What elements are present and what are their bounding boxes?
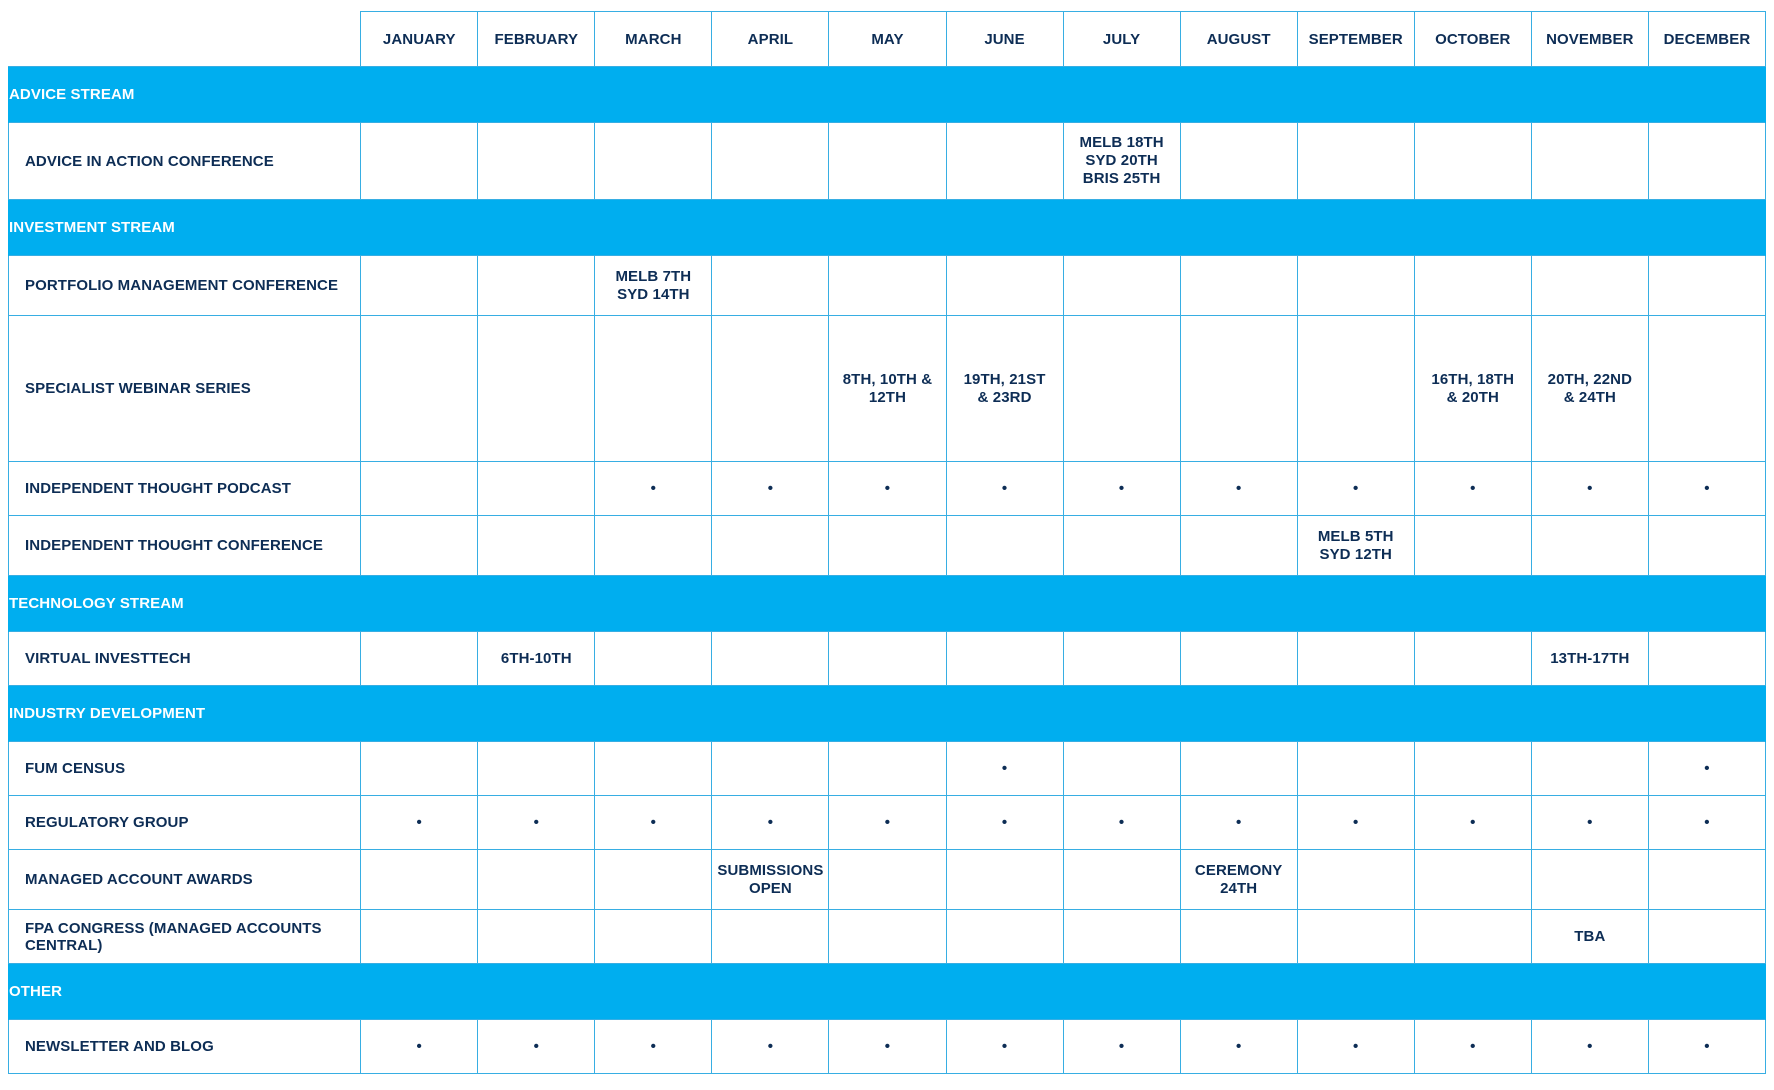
empty-cell (1414, 850, 1531, 910)
empty-cell (361, 256, 478, 316)
event-row (9, 632, 1766, 686)
empty-cell (1180, 632, 1297, 686)
empty-cell (1414, 632, 1531, 686)
event-dot-marker: • (946, 742, 1063, 796)
event-dot-marker: • (361, 796, 478, 850)
month-header: JULY (1063, 12, 1180, 67)
event-row (9, 796, 1766, 850)
month-header: OCTOBER (1414, 12, 1531, 67)
event-dot-marker: • (1297, 796, 1414, 850)
empty-cell (478, 910, 595, 964)
empty-cell (946, 256, 1063, 316)
event-dot-marker: • (1648, 1020, 1765, 1074)
event-dot-marker: • (595, 1020, 712, 1074)
event-dot-marker: • (1648, 796, 1765, 850)
empty-cell (712, 516, 829, 576)
event-dot-marker: • (946, 1020, 1063, 1074)
empty-cell (946, 632, 1063, 686)
event-label: VIRTUAL INVESTTECH (9, 632, 361, 686)
stream-title: ADVICE STREAM (9, 67, 1766, 123)
event-dot-marker: • (946, 796, 1063, 850)
empty-cell (1414, 742, 1531, 796)
stream-title: INVESTMENT STREAM (9, 200, 1766, 256)
stream-header-row (9, 964, 1766, 1020)
month-header: APRIL (712, 12, 829, 67)
event-dot-marker: • (1414, 796, 1531, 850)
stream-header-row (9, 686, 1766, 742)
event-row (9, 742, 1766, 796)
empty-cell (1414, 256, 1531, 316)
event-row (9, 123, 1766, 200)
event-dot-marker: • (1297, 462, 1414, 516)
empty-cell (1414, 910, 1531, 964)
empty-cell (829, 256, 946, 316)
empty-cell (478, 256, 595, 316)
event-date-cell: MELB 7TH SYD 14TH (595, 256, 712, 316)
empty-cell (1063, 516, 1180, 576)
empty-cell (946, 850, 1063, 910)
empty-cell (595, 123, 712, 200)
empty-cell (712, 316, 829, 462)
event-date-cell: CEREMONY 24TH (1180, 850, 1297, 910)
month-header: MAY (829, 12, 946, 67)
empty-cell (1063, 632, 1180, 686)
empty-cell (1180, 256, 1297, 316)
event-dot-marker: • (946, 462, 1063, 516)
empty-cell (361, 742, 478, 796)
event-dot-marker: • (1531, 1020, 1648, 1074)
empty-cell (1531, 850, 1648, 910)
event-date-cell: 16TH, 18TH & 20TH (1414, 316, 1531, 462)
event-dot-marker: • (712, 796, 829, 850)
empty-cell (1648, 316, 1765, 462)
empty-cell (595, 516, 712, 576)
empty-cell (712, 123, 829, 200)
empty-cell (595, 910, 712, 964)
event-dot-marker: • (1414, 462, 1531, 516)
empty-cell (478, 742, 595, 796)
event-dot-marker: • (829, 462, 946, 516)
event-row (9, 256, 1766, 316)
event-row (9, 1020, 1766, 1074)
event-dot-marker: • (1180, 1020, 1297, 1074)
empty-cell (1531, 256, 1648, 316)
event-dot-marker: • (595, 796, 712, 850)
empty-cell (829, 516, 946, 576)
event-label: INDEPENDENT THOUGHT CONFERENCE (9, 516, 361, 576)
month-header: JANUARY (361, 12, 478, 67)
event-row (9, 516, 1766, 576)
event-label: NEWSLETTER AND BLOG (9, 1020, 361, 1074)
event-dot-marker: • (1648, 742, 1765, 796)
empty-cell (1180, 516, 1297, 576)
month-header-row (9, 12, 1766, 67)
event-date-cell: SUBMISSIONS OPEN (712, 850, 829, 910)
empty-cell (1063, 742, 1180, 796)
event-dot-marker: • (1063, 796, 1180, 850)
empty-cell (946, 123, 1063, 200)
event-dot-marker: • (712, 1020, 829, 1074)
event-label: INDEPENDENT THOUGHT PODCAST (9, 462, 361, 516)
empty-cell (1648, 516, 1765, 576)
event-dot-marker: • (361, 1020, 478, 1074)
empty-cell (1648, 850, 1765, 910)
empty-cell (1180, 316, 1297, 462)
empty-cell (1297, 910, 1414, 964)
empty-cell (946, 516, 1063, 576)
event-date-cell: 6TH-10TH (478, 632, 595, 686)
month-header: NOVEMBER (1531, 12, 1648, 67)
empty-cell (1648, 256, 1765, 316)
empty-cell (1180, 742, 1297, 796)
empty-cell (361, 632, 478, 686)
empty-cell (1648, 632, 1765, 686)
event-dot-marker: • (478, 1020, 595, 1074)
empty-cell (712, 742, 829, 796)
event-label: FUM CENSUS (9, 742, 361, 796)
empty-cell (1180, 123, 1297, 200)
empty-cell (361, 516, 478, 576)
empty-cell (361, 316, 478, 462)
event-dot-marker: • (829, 796, 946, 850)
event-date-cell: MELB 5TH SYD 12TH (1297, 516, 1414, 576)
event-date-cell: 13TH-17TH (1531, 632, 1648, 686)
empty-cell (1531, 123, 1648, 200)
stream-header-row (9, 200, 1766, 256)
empty-cell (1063, 910, 1180, 964)
empty-cell (1648, 123, 1765, 200)
empty-cell (478, 316, 595, 462)
event-dot-marker: • (1297, 1020, 1414, 1074)
empty-cell (1063, 850, 1180, 910)
event-date-cell: 20TH, 22ND & 24TH (1531, 316, 1648, 462)
empty-cell (1297, 850, 1414, 910)
empty-cell (829, 123, 946, 200)
empty-cell (478, 850, 595, 910)
empty-cell (946, 910, 1063, 964)
empty-cell (478, 516, 595, 576)
empty-cell (361, 850, 478, 910)
month-header: SEPTEMBER (1297, 12, 1414, 67)
event-row (9, 850, 1766, 910)
empty-cell (829, 742, 946, 796)
empty-cell (1180, 910, 1297, 964)
event-label: MANAGED ACCOUNT AWARDS (9, 850, 361, 910)
event-dot-marker: • (478, 796, 595, 850)
empty-cell (1531, 516, 1648, 576)
empty-cell (712, 910, 829, 964)
empty-cell (1297, 123, 1414, 200)
empty-cell (595, 632, 712, 686)
events-calendar-table (8, 11, 1766, 1074)
calendar-body (9, 67, 1766, 1074)
empty-cell (829, 632, 946, 686)
empty-cell (478, 123, 595, 200)
event-row (9, 316, 1766, 462)
empty-cell (712, 632, 829, 686)
empty-cell (595, 742, 712, 796)
month-header: FEBRUARY (478, 12, 595, 67)
stream-header-row (9, 67, 1766, 123)
event-date-cell: 19TH, 21ST & 23RD (946, 316, 1063, 462)
empty-cell (1297, 316, 1414, 462)
event-dot-marker: • (1414, 1020, 1531, 1074)
stream-title: TECHNOLOGY STREAM (9, 576, 1766, 632)
empty-cell (478, 462, 595, 516)
empty-cell (361, 910, 478, 964)
event-date-cell: 8TH, 10TH & 12TH (829, 316, 946, 462)
event-dot-marker: • (1531, 462, 1648, 516)
event-dot-marker: • (1180, 462, 1297, 516)
event-label: PORTFOLIO MANAGEMENT CONFERENCE (9, 256, 361, 316)
event-label: ADVICE IN ACTION CONFERENCE (9, 123, 361, 200)
empty-cell (712, 256, 829, 316)
empty-cell (1297, 742, 1414, 796)
event-row (9, 910, 1766, 964)
empty-cell (595, 850, 712, 910)
event-row (9, 462, 1766, 516)
event-date-cell: MELB 18TH SYD 20TH BRIS 25TH (1063, 123, 1180, 200)
empty-cell (1531, 742, 1648, 796)
event-dot-marker: • (1063, 1020, 1180, 1074)
event-dot-marker: • (1648, 462, 1765, 516)
month-header: MARCH (595, 12, 712, 67)
empty-cell (829, 850, 946, 910)
event-dot-marker: • (712, 462, 829, 516)
event-dot-marker: • (1531, 796, 1648, 850)
event-dot-marker: • (1063, 462, 1180, 516)
empty-cell (1297, 632, 1414, 686)
event-date-cell: TBA (1531, 910, 1648, 964)
header-corner (9, 12, 361, 67)
event-dot-marker: • (595, 462, 712, 516)
empty-cell (829, 910, 946, 964)
month-header: JUNE (946, 12, 1063, 67)
empty-cell (1648, 910, 1765, 964)
empty-cell (1414, 516, 1531, 576)
empty-cell (1063, 316, 1180, 462)
event-dot-marker: • (829, 1020, 946, 1074)
event-label: REGULATORY GROUP (9, 796, 361, 850)
stream-title: OTHER (9, 964, 1766, 1020)
empty-cell (361, 462, 478, 516)
stream-title: INDUSTRY DEVELOPMENT (9, 686, 1766, 742)
empty-cell (1414, 123, 1531, 200)
empty-cell (595, 316, 712, 462)
stream-header-row (9, 576, 1766, 632)
empty-cell (1063, 256, 1180, 316)
event-label: FPA CONGRESS (MANAGED ACCOUNTS CENTRAL) (9, 910, 361, 964)
empty-cell (361, 123, 478, 200)
month-header: AUGUST (1180, 12, 1297, 67)
event-label: SPECIALIST WEBINAR SERIES (9, 316, 361, 462)
month-header: DECEMBER (1648, 12, 1765, 67)
empty-cell (1297, 256, 1414, 316)
event-dot-marker: • (1180, 796, 1297, 850)
